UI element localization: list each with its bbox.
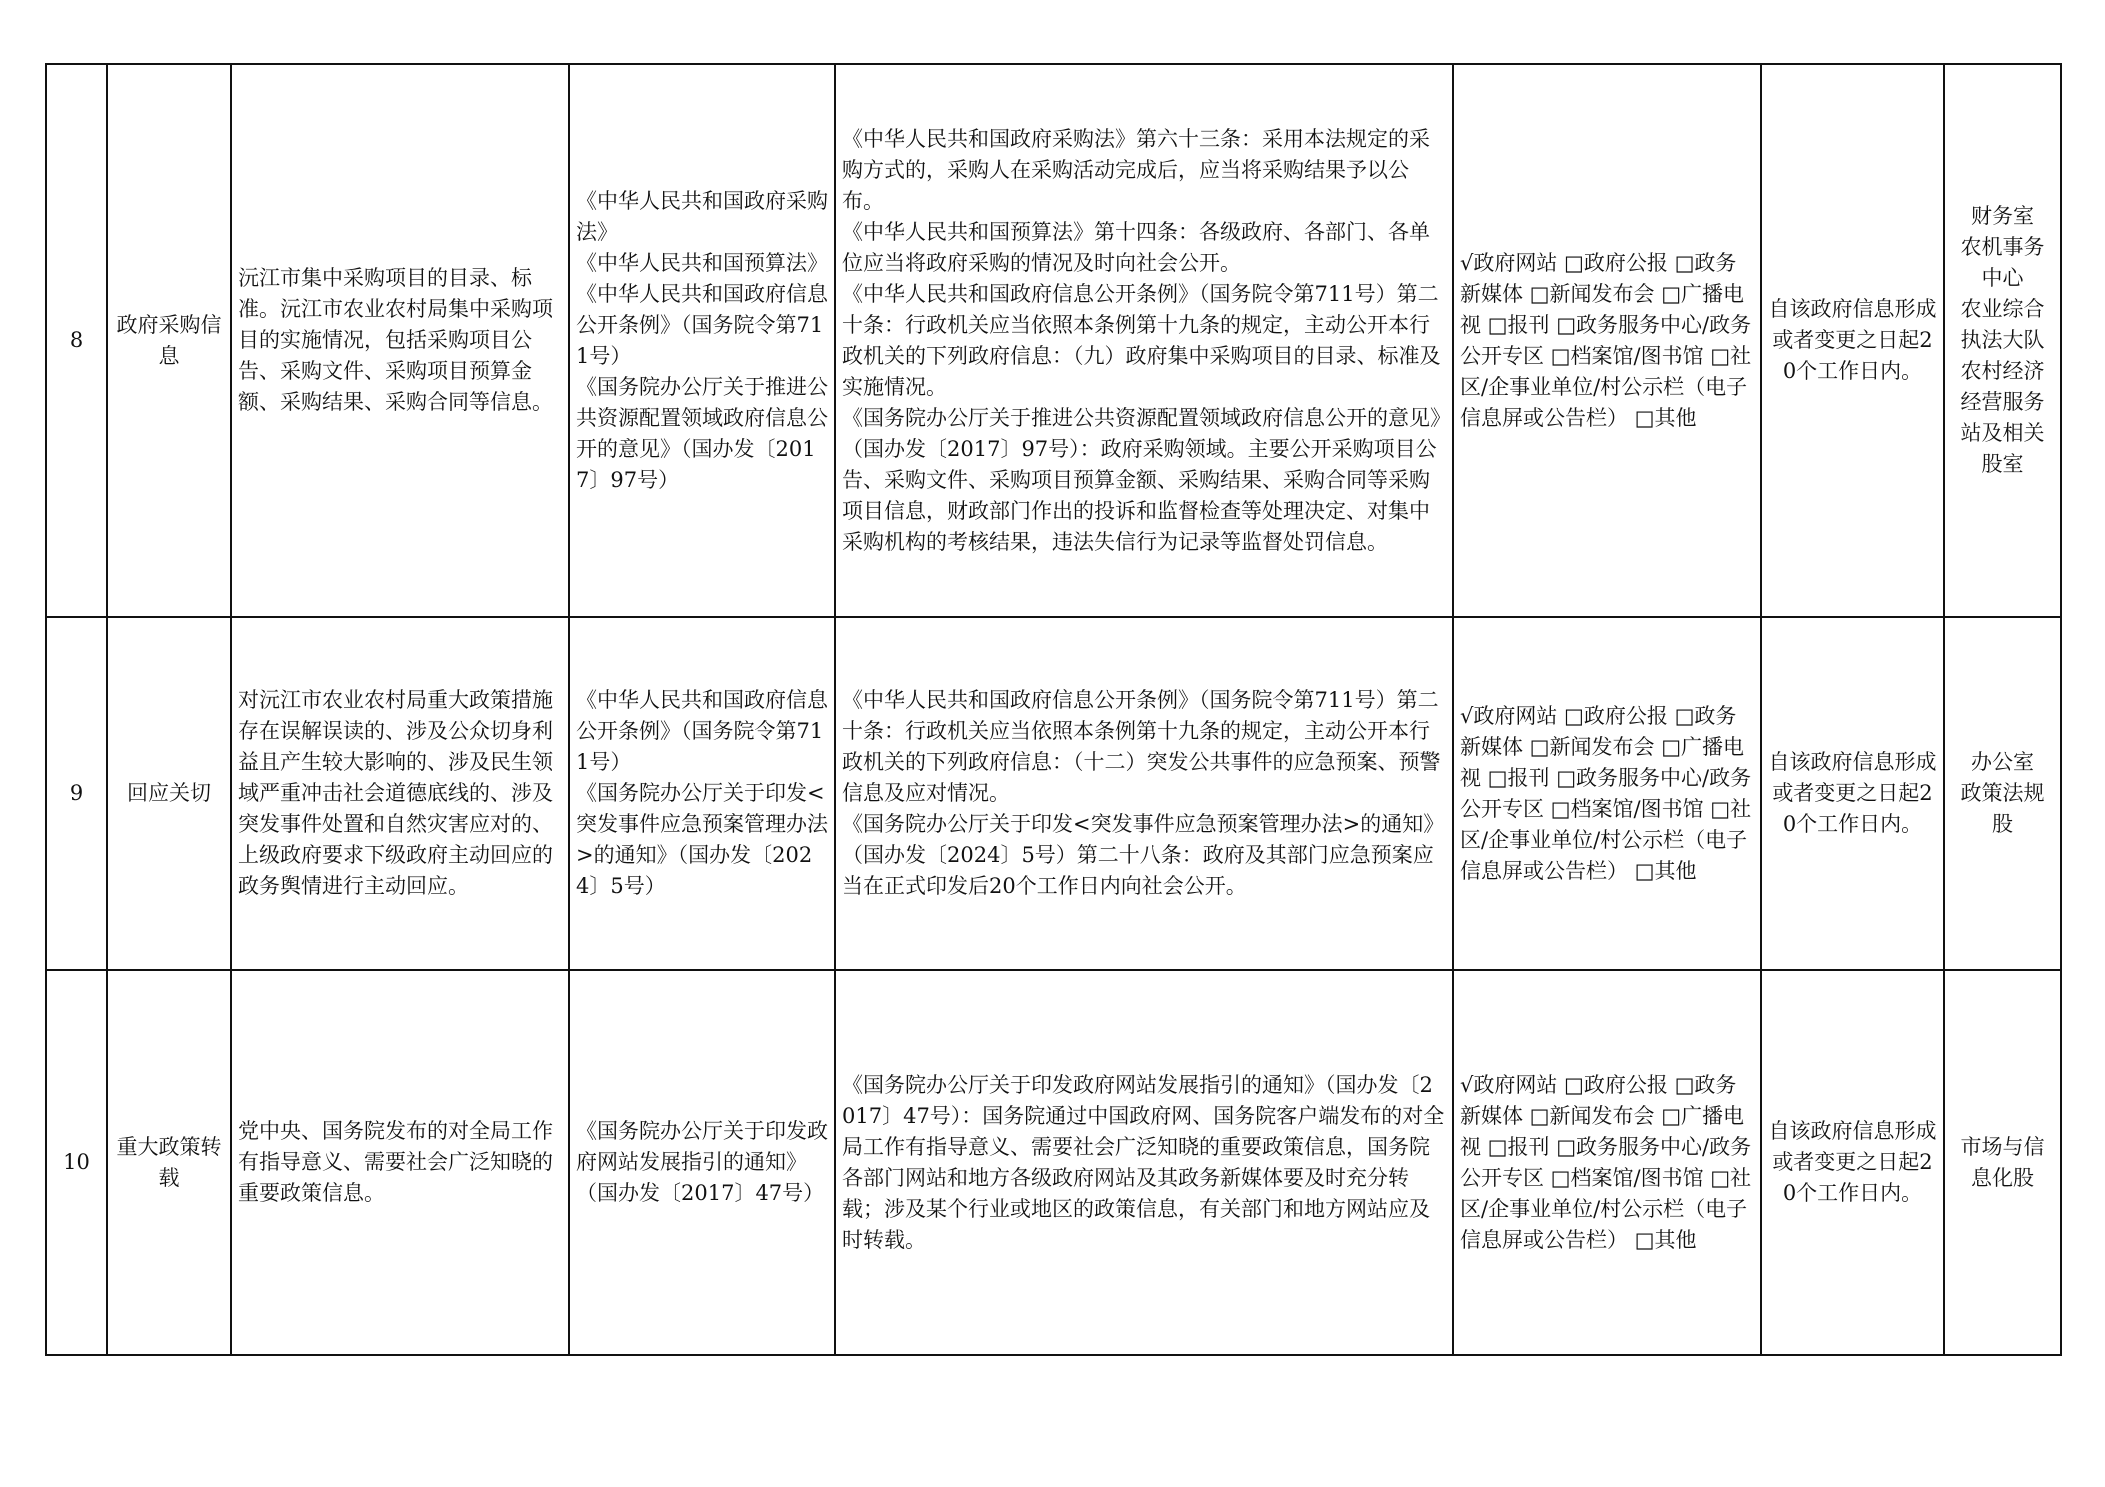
item-content: 沅江市集中采购项目的目录、标准。沅江市农业农村局集中采购项目的实施情况，包括采购项目公告、采购文件、采购项目预算金额、采购结果、采购合同等信息。 <box>231 64 569 617</box>
provision-line: 《国务院办公厅关于推进公共资源配置领域政府信息公开的意见》（国办发〔2017〕97号）：政府采购领域。主要公开采购项目公告、采购文件、采购项目预算金额、采购结果、采购合同等采购项目信息，财政部门作出的投诉和监督检查等处理决定、对集中采购机构的考核结果，违法失信行为记录等监督处罚信息。 <box>842 405 1441 554</box>
basis-line: 《国务院办公厅关于推进公共资源配置领域政府信息公开的意见》（国办发〔2017〕97号） <box>576 374 828 492</box>
provision-line: 《国务院办公厅关于印发<突发事件应急预案管理办法>的通知》（国办发〔2024〕5号）第二十八条：政府及其部门应急预案应当在正式印发后20个工作日内向社会公开。 <box>842 812 1445 898</box>
publish-time: 自该政府信息形成或者变更之日起20个工作日内。 <box>1761 64 1944 617</box>
publish-channels: √政府网站 □政府公报 □政务新媒体 □新闻发布会 □广播电视 □报刊 □政务服务中心/政务公开专区 □档案馆/图书馆 □社区/企事业单位/村公示栏（电子信息屏或公告栏） □其他 <box>1453 970 1761 1355</box>
table-row <box>46 64 2061 617</box>
basis-line: 《中华人民共和国预算法》 <box>576 250 828 275</box>
provisions <box>835 64 1453 617</box>
basis-line: 《国务院办公厅关于印发<突发事件应急预案管理办法>的通知》（国办发〔2024〕5号） <box>576 781 828 898</box>
publish-time: 自该政府信息形成或者变更之日起20个工作日内。 <box>1761 617 1944 970</box>
responsible-dept <box>1944 64 2061 617</box>
item-name: 重大政策转载 <box>107 970 231 1355</box>
responsible-dept <box>1944 617 2061 970</box>
provision-line: 《中华人民共和国预算法》第十四条：各级政府、各部门、各单位应当将政府采购的情况及时向社会公开。 <box>842 219 1430 275</box>
publish-channels: √政府网站 □政府公报 □政务新媒体 □新闻发布会 □广播电视 □报刊 □政务服务中心/政务公开专区 □档案馆/图书馆 □社区/企事业单位/村公示栏（电子信息屏或公告栏） □其他 <box>1453 64 1761 617</box>
responsible-dept <box>1944 970 2061 1355</box>
legal-basis <box>569 617 835 970</box>
dept-line: 办公室 <box>1971 750 2034 774</box>
disclosure-table <box>45 63 2062 1356</box>
provision-line: 《中华人民共和国政府采购法》第六十三条：采用本法规定的采购方式的，采购人在采购活动完成后，应当将采购结果予以公布。 <box>842 126 1430 213</box>
item-content: 党中央、国务院发布的对全局工作有指导意义、需要社会广泛知晓的重要政策信息。 <box>231 970 569 1355</box>
table-row <box>46 970 2061 1355</box>
provision-line: 《中华人民共和国政府信息公开条例》（国务院令第711号）第二十条：行政机关应当依照本条例第十九条的规定，主动公开本行政机关的下列政府信息：（九）政府集中采购项目的目录、标准及实施情况。 <box>842 281 1441 399</box>
dept-line: 政策法规股 <box>1960 781 2045 836</box>
table-row <box>46 617 2061 970</box>
basis-line: 《中华人民共和国政府信息公开条例》（国务院令第711号） <box>576 281 828 368</box>
basis-line: 《国务院办公厅关于印发政府网站发展指引的通知》（国办发〔2017〕47号） <box>576 1119 828 1205</box>
item-name: 政府采购信息 <box>107 64 231 617</box>
basis-line: 《中华人民共和国政府采购法》 <box>576 188 828 244</box>
basis-line: 《中华人民共和国政府信息公开条例》（国务院令第711号） <box>576 688 828 774</box>
dept-line: 农机事务中心 <box>1960 235 2045 290</box>
item-content: 对沅江市农业农村局重大政策措施存在误解误读的、涉及公众切身利益且产生较大影响的、涉及民生领域严重冲击社会道德底线的、涉及突发事件处置和自然灾害应对的、上级政府要求下级政府主动回应的政务舆情进行主动回应。 <box>231 617 569 970</box>
publish-time: 自该政府信息形成或者变更之日起20个工作日内。 <box>1761 970 1944 1355</box>
provision-line: 《国务院办公厅关于印发政府网站发展指引的通知》（国办发〔2017〕47号）：国务院通过中国政府网、国务院客户端发布的对全局工作有指导意义、需要社会广泛知晓的重要政策信息，国务院各部门网站和地方各级政府网站及其政务新媒体要及时充分转载；涉及某个行业或地区的政策信息，有关部门和地方网站应及时转载。 <box>842 1072 1445 1252</box>
dept-line: 农村经济经营服务站及相关股室 <box>1960 359 2045 476</box>
row-number: 9 <box>46 617 107 970</box>
legal-basis <box>569 970 835 1355</box>
row-number: 10 <box>46 970 107 1355</box>
dept-line: 市场与信息化股 <box>1960 1134 2045 1190</box>
legal-basis <box>569 64 835 617</box>
item-name: 回应关切 <box>107 617 231 970</box>
row-number: 8 <box>46 64 107 617</box>
publish-channels: √政府网站 □政府公报 □政务新媒体 □新闻发布会 □广播电视 □报刊 □政务服务中心/政务公开专区 □档案馆/图书馆 □社区/企事业单位/村公示栏（电子信息屏或公告栏） □其他 <box>1453 617 1761 970</box>
dept-line: 财务室 <box>1971 204 2034 228</box>
dept-line: 农业综合执法大队 <box>1960 297 2045 352</box>
provisions <box>835 617 1453 970</box>
provisions <box>835 970 1453 1355</box>
provision-line: 《中华人民共和国政府信息公开条例》（国务院令第711号）第二十条：行政机关应当依照本条例第十九条的规定，主动公开本行政机关的下列政府信息：（十二）突发公共事件的应急预案、预警信息及应对情况。 <box>842 688 1441 805</box>
